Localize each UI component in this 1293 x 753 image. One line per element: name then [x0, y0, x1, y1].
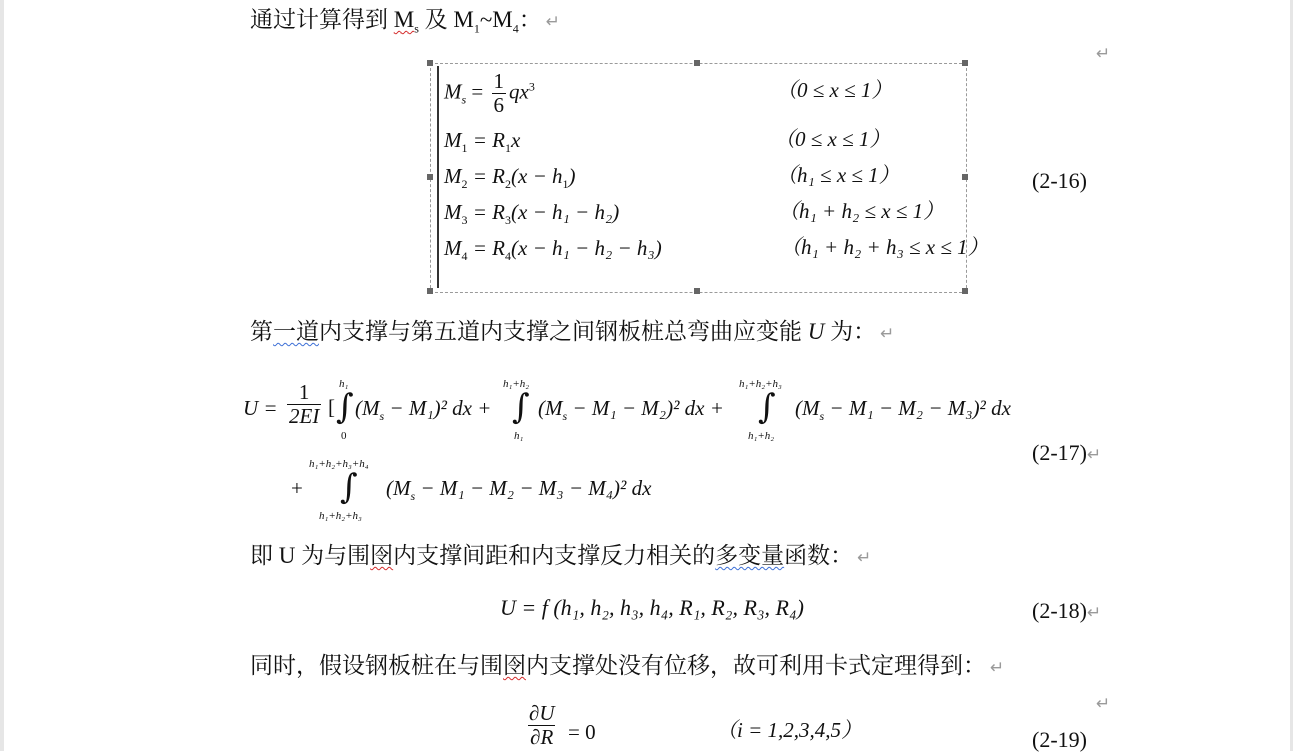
integral-2-lower: h₁: [514, 430, 524, 442]
intro-colon: ：: [518, 7, 542, 32]
paragraph-mark: ↵: [545, 12, 560, 32]
spelling-flag-weiling: 囹: [370, 543, 394, 568]
cond-m4: （h₁ + h₂ + h₃ ≤ x ≤ 1）: [780, 235, 989, 259]
eq-m3: $M_3 = R_3(x - h_1 - h_2)$: [444, 200, 620, 228]
integral-sign-3: ∫: [758, 387, 776, 427]
eq18-body: U = f (h₁, h₂, h₃, h₄, R₁, R₂, R₃, R₄): [500, 595, 804, 620]
paragraph-multivariate: 即 U 为与围囹内支撑间距和内支撑反力相关的多变量函数： ↵: [250, 543, 872, 568]
cond-m2: （h₁ ≤ x ≤ 1）: [776, 163, 900, 187]
paragraph-mark: ↵: [1096, 44, 1111, 64]
resize-handle-tl[interactable]: [427, 60, 433, 66]
page-left-edge: [0, 0, 4, 751]
eq-m4: $M_4 = R_4(x - h_1 - h_2 - h_3)$: [444, 236, 662, 264]
resize-handle-tr[interactable]: [962, 60, 968, 66]
resize-handle-br[interactable]: [962, 288, 968, 294]
eq19-fraction: $\frac{\partial U}{\partial R}$: [529, 701, 555, 750]
cond-ms: （0 ≤ x ≤ 1）: [776, 78, 893, 102]
intro-text: 通过计算得到: [250, 7, 394, 32]
intro-mid: 及 M: [418, 7, 474, 32]
resize-handle-bl[interactable]: [427, 288, 433, 294]
paragraph-mark: ↵: [1096, 694, 1111, 714]
eq17-term-1: $(M_s - M_1)^2$ dx +: [355, 396, 492, 424]
integral-1-upper: h₁: [339, 378, 349, 390]
cases-brace: [437, 66, 439, 288]
eq17-fraction: $\frac{1}{2EI}$: [289, 380, 320, 429]
eq17-term-3: $(M_s - M_1 - M_2 - M_3)^2$ dx: [795, 396, 1011, 424]
eq19-rhs: = 0: [568, 720, 596, 744]
spelling-flag-weiling: 囹: [503, 653, 526, 678]
eq19-condition: （i = 1,2,3,4,5）: [716, 718, 863, 742]
eq17-term-2: $(M_s - M_1 - M_2)^2$ dx +: [538, 396, 724, 424]
integral-sign-1: ∫: [336, 387, 354, 427]
resize-handle-mr[interactable]: [962, 174, 968, 180]
paragraph-mark: ↵: [857, 548, 872, 568]
resize-handle-ml[interactable]: [427, 174, 433, 180]
eq17-lhs: U =: [243, 396, 278, 420]
paragraph-mark: ↵: [990, 658, 1005, 678]
resize-handle-tc[interactable]: [694, 60, 700, 66]
paragraph-strain-energy: 第一道内支撑与第五道内支撑之间钢板桩总弯曲应变能 U 为： ↵: [250, 319, 895, 344]
eq-m2: $M_2 = R_2(x - h_1)$: [444, 164, 576, 192]
equation-number-2-19: (2-19): [1032, 727, 1087, 752]
integral-4-upper: h₁+h₂+h₃+h₄: [309, 458, 369, 470]
paragraph-castigliano: 同时，假设钢板桩在与围囹内支撑处没有位移，故可利用卡式定理得到： ↵: [250, 653, 1005, 678]
integral-3-upper: h₁+h₂+h₃: [739, 378, 782, 390]
m1-sub: 1: [473, 21, 480, 36]
eq17-bracket: [: [328, 395, 335, 419]
cond-m3: （h₁ + h₂ ≤ x ≤ 1）: [778, 199, 945, 223]
integral-3-lower: h₁+h₂: [748, 430, 775, 442]
cond-m1: （0 ≤ x ≤ 1）: [774, 127, 891, 151]
paragraph-mark: ↵: [880, 324, 895, 344]
grammar-flag-yidao: 一道: [273, 319, 319, 344]
eq-ms: $M_s$ = $\frac{1}{6}$ $qx^3$: [444, 69, 535, 118]
equation-number-2-16: (2-16): [1032, 168, 1087, 193]
eq17-term-4: $(M_s - M_1 - M_2 - M_3 - M_4)^2$ dx: [386, 476, 652, 504]
eq-m1: $M_1 = R_1x$: [444, 128, 521, 156]
integral-sign-4: ∫: [340, 467, 358, 507]
equation-number-2-18: (2-18)↵: [1032, 598, 1102, 623]
integral-4-lower: h₁+h₂+h₃: [319, 510, 362, 522]
grammar-flag-duobianliang: 多变量: [715, 543, 785, 568]
intro-tilde: ~M: [479, 7, 513, 32]
symbol-u: U: [807, 319, 825, 344]
integral-sign-2: ∫: [512, 387, 530, 427]
paragraph-intro: [250, 8, 560, 35]
resize-handle-bc[interactable]: [694, 288, 700, 294]
integral-2-upper: h₁+h₂: [503, 378, 530, 390]
ms-symbol: $M_s$: [393, 7, 419, 36]
integral-1-lower: 0: [341, 430, 347, 442]
equation-number-2-17: (2-17)↵: [1032, 440, 1102, 465]
m4-sub: 4: [512, 21, 519, 36]
eq17-plus: +: [291, 476, 303, 500]
